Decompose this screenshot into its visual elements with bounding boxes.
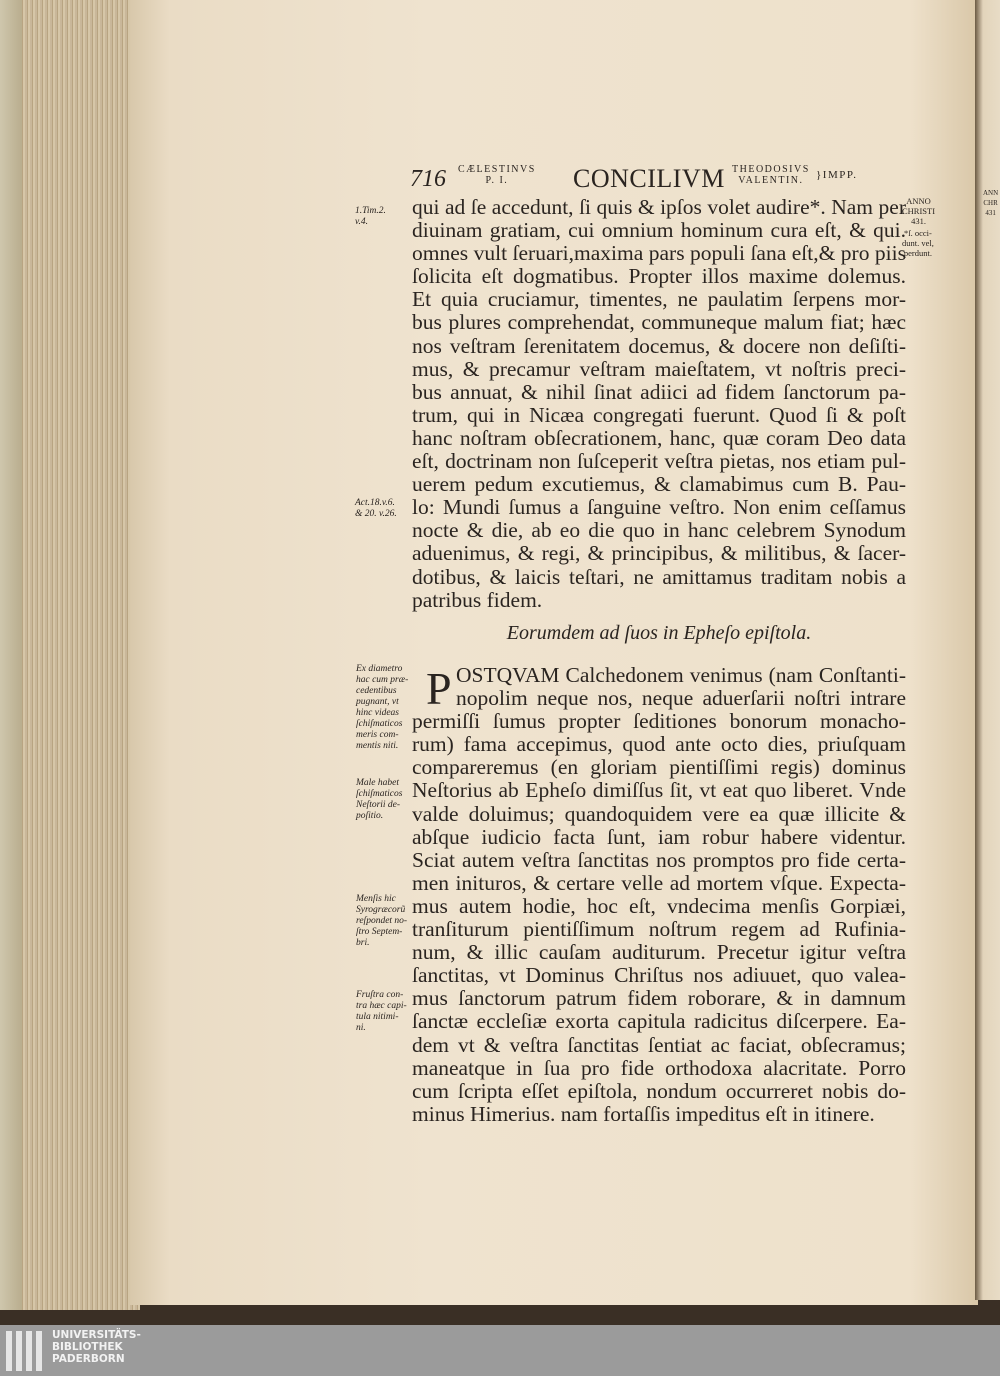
note-line: pugnant, vt [356, 697, 399, 707]
running-header [410, 160, 910, 196]
library-name-line: BIBLIOTHEK [52, 1341, 123, 1353]
page-number: 716 [410, 166, 446, 192]
margin-note-footnote [902, 228, 934, 258]
running-head-left [458, 164, 536, 186]
letter-text [412, 664, 906, 1126]
drop-cap: P [426, 663, 452, 714]
note-line: hac cum præ- [356, 675, 409, 685]
text-line: OSTQVAM Calchedonem venimus (nam Conſtanti- [456, 663, 906, 687]
note-line: 1.Tim.2. [355, 206, 386, 216]
running-head-line: P. I. [485, 175, 509, 186]
library-logo-icon [6, 1331, 46, 1376]
text-line: men inituros, & certare velle ad mortem vſque. Expecta- [412, 870, 906, 895]
text-line: compareremus (en gloriam pientiſſimi regis) dominus [412, 755, 906, 780]
text-line: valde doluimus; quandoquidem vere ea quæ illicite & [412, 801, 906, 826]
running-head-suffix: }IMPP. [816, 169, 858, 181]
note-line: Syrogræcorũ [356, 905, 406, 915]
text-line: rum) fama accepimus, quod ante octo dies, priuſquam [412, 732, 906, 757]
text-line: nocte & die, ab eo die quo in hanc celebrem Synodum [412, 518, 906, 543]
note-line: tra hæc capi- [356, 1001, 407, 1011]
note-line: tula nitimi- [356, 1012, 399, 1022]
note-line: 431. [911, 216, 926, 226]
note-line: CHR [983, 199, 998, 207]
book-fore-edge [0, 0, 140, 1310]
note-line: dunt. vel, [902, 238, 934, 248]
running-head-line: VALENTIN. [738, 175, 804, 186]
main-text [412, 196, 906, 612]
note-line: meris com- [356, 730, 399, 740]
text-line: Et quia cruciamur, timentes, ne paulatim ſerpens mor- [412, 287, 906, 312]
text-line: Sciat autem veſtra ſanctitas nos promptos pro fide certa- [412, 847, 906, 872]
text-line: tranſiturum pientiſſimum noſtrum regem ad Rufinia- [412, 917, 906, 942]
note-line: ni. [356, 1023, 366, 1033]
margin-note [356, 990, 407, 1034]
text-line: bus annuat, & nihil ſinat adiici ad fidem ſanctorum pa- [412, 379, 906, 404]
note-line: reſpondet no- [356, 916, 408, 926]
library-name-line: PADERBORN [52, 1353, 125, 1365]
text-line: minus Himerius. nam fortaſſis impeditus eſt in itinere. [412, 1101, 875, 1126]
note-line: perdunt. [903, 248, 932, 258]
text-line: abſque iudicio facta ſunt, iam robur habere videntur. [412, 824, 906, 849]
margin-note [355, 498, 397, 520]
library-name [52, 1329, 141, 1365]
note-line: Menſis hic [356, 894, 396, 904]
text-line: permiſſi ſumus propter ſeditiones bonorum monacho- [412, 709, 906, 734]
note-line: 431 [985, 209, 996, 217]
note-line: ſtro Septem- [356, 927, 403, 937]
margin-note [355, 206, 386, 228]
margin-note [356, 778, 402, 822]
margin-note [356, 894, 407, 949]
note-line: Act.18.v.6. [355, 498, 395, 508]
text-line: eſt, doctrinam non ſuſceperit veſtra pietas, nos etiam pul- [412, 449, 906, 474]
note-line: ANN [983, 189, 999, 197]
note-line: poſitio. [356, 811, 384, 821]
note-line: Neſtorii de- [356, 800, 401, 810]
text-line: dotibus, & laicis teſtari, ne amittamus traditam nobis a [412, 564, 906, 589]
page-title: CONCILIVM [573, 164, 725, 193]
text-line: dem vt & veſtra ſanctitas ſentiat ac faciat, obſecramus; [412, 1032, 906, 1057]
text-line: patribus fidem. [412, 587, 543, 612]
note-line: ſchiſmaticos [356, 789, 403, 799]
text-line: mus autem hodie, hoc eſt, vndecima menſis Gorpiæi, [412, 893, 906, 918]
note-line: Fruſtra con- [356, 990, 404, 1000]
note-line: & 20. v.26. [355, 509, 397, 519]
text-line: aduenimus, & regi, & principibus, & militibus, & ſacer- [412, 541, 906, 566]
text-line: lo: Mundi ſumus a ſanguine veſtro. Non enim ceſſamus [412, 495, 906, 520]
note-line: Ex diametro [356, 664, 403, 674]
text-line: cum ſcripta eſſet epiſtola, nondum occurreret nobis do- [412, 1078, 906, 1103]
running-head-right [732, 164, 810, 186]
text-line: ſolicita eſt dogmatibus. Propter illos maxime dolemus. [412, 264, 906, 289]
text-line: qui ad ſe accedunt, ſi quis & ipſos volet audire*. Nam per [412, 195, 906, 219]
facing-page-note [983, 188, 998, 218]
running-head-line: THEODOSIVS [732, 164, 810, 175]
text-line: omnes vult ſeruari,maxima pars populi ſana eſt,& pro piis [412, 241, 906, 266]
note-line: ſchiſmaticos [356, 719, 403, 729]
section-heading: Eorumdem ad ſuos in Epheſo epiſtola. [506, 622, 812, 644]
note-line: *ſ. occi- [904, 228, 932, 238]
note-line: hinc videas [356, 708, 400, 718]
text-line: Neſtorius ab Epheſo dimiſſus ſit, vt eat quo liberet. Vnde [412, 778, 906, 803]
note-line: CHRISTI [902, 206, 936, 216]
text-line: nos veſtram ſerenitatem docemus, & docere non deſiſti- [412, 333, 906, 358]
facing-page-edge [975, 0, 1000, 1300]
library-footer [0, 1325, 1000, 1376]
text-line: nopolim neque nos, neque aduerſarii noſtri intrare [456, 686, 906, 711]
text-line: ſanctæ eccleſiæ exorta capitula radicitus diſcerpere. Ea- [412, 1009, 906, 1034]
note-line: Male habet [356, 778, 400, 788]
text-line: trum, qui in Nicæa congregati fuerunt. Quod ſi & poſt [412, 402, 906, 427]
text-line: maneatque in ſua pro fide orthodoxa alacritate. Porro [412, 1055, 906, 1080]
note-line: cedentibus [356, 686, 397, 696]
running-head-line: CÆLESTINVS [458, 164, 536, 175]
text-line: mus ſanctorum patrum fidem roborare, & in damnum [412, 986, 906, 1011]
note-line: mentis niti. [356, 741, 399, 751]
note-line: v.4. [355, 217, 369, 227]
note-line: bri. [356, 938, 370, 948]
text-line: mus, & precamur veſtram maieſtatem, vt noſtris preci- [412, 356, 906, 381]
note-line: ANNO [906, 196, 931, 206]
text-line: uerem pedum excutiemus, & clamabimus cum B. Pau- [412, 472, 906, 497]
text-line: hanc noſtram obſecrationem, hanc, quæ coram Deo data [412, 425, 906, 450]
library-name-line: UNIVERSITÄTS- [52, 1329, 141, 1341]
text-line: bus plures comprehendat, communeque malum fiat; hæc [412, 310, 906, 335]
margin-note [356, 664, 408, 752]
text-line: diuinam gratiam, cui omnium hominum cura eſt, & qui. [412, 218, 906, 243]
text-line: num, & illic cauſam auditurum. Precetur igitur veſtra [412, 940, 906, 965]
text-line: ſanctitas, vt Dominus Chriſtus nos adiuuet, quo valea- [412, 963, 906, 988]
margin-note-year [902, 196, 935, 226]
